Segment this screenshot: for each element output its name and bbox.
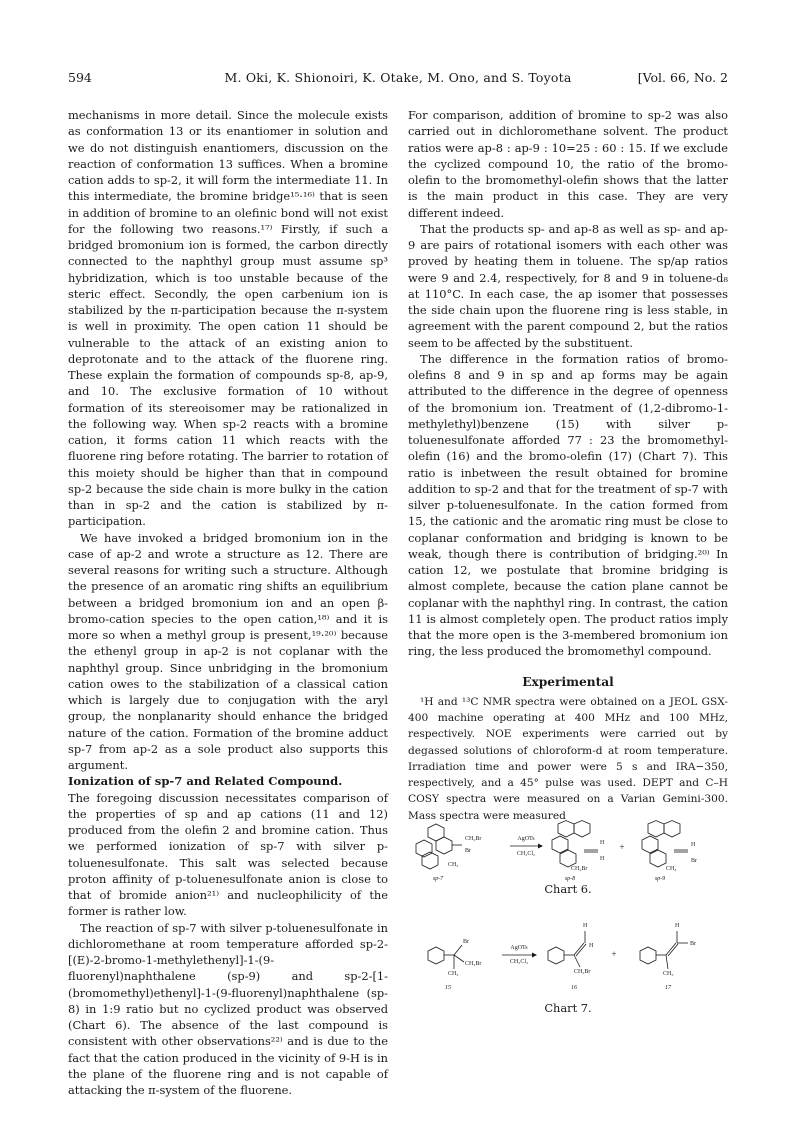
chart-7-caption: Chart 7. — [544, 1001, 592, 1015]
running-authors: M. Oki, K. Shionoiri, K. Otake, M. Ono, and S. Toyota — [224, 70, 572, 85]
chart7-ch3: CH₃ — [448, 971, 459, 977]
chart6-reagent: AgOTs — [517, 836, 535, 842]
chart7-h: H — [589, 943, 594, 949]
compound-label-15: 15 — [445, 985, 451, 991]
chart-7-scheme — [408, 915, 728, 1001]
paragraph: mechanisms in more detail. Since the molecule exists as conformation 13 or its enantiomer in solution and we do not distinguish enantiomers, discussion on the reaction of conformation 13 suffices. When a bromine cation adds to sp-2, it will form the intermediate 11. In this intermediate, the bromine bridge¹⁵·¹⁶⁾ that is seen in addition of bromine to an olefinic bond will not exist for the following two reasons.¹⁷⁾ Firstly, if such a bridged bromonium ion is formed, the carbon directly connected to the naphthyl group must assume sp³ hybridization, which is too unstable because of the steric effect. Secondly, the open carbenium ion is stabilized by the π-participation because the π-system is well in proximity. The open cation 11 should be vulnerable to the attack of an existing anion to deprotonate and to the attack of the fluorene ring. These explain the formation of compounds sp-8, ap-9, and 10. The exclusive formation of 10 without formation of its stereoisomer may be rationalized in the following way. When sp-2 reacts with a bromine cation, it forms cation 11 which reacts with the fluorene ring before rotating. The barrier to rotation of this moiety should be higher than that in compound sp-2 because the side chain is more bulky in the cation than in sp-2 and the cation is stabilized by π-participation. — [68, 108, 388, 529]
compound-label-sp7: sp-7 — [432, 876, 444, 882]
compound-label-sp8: sp-8 — [564, 876, 576, 882]
left-column — [68, 107, 388, 1098]
experimental-heading: Experimental — [522, 674, 614, 689]
compound-label-16: 16 — [571, 985, 577, 991]
journal-volume: [Vol. 66, No. 2 — [637, 70, 728, 85]
running-header — [68, 70, 728, 90]
chart6-ch3: CH₃ — [666, 866, 677, 872]
chart-6-caption: Chart 6. — [544, 882, 592, 896]
compound-label-sp9: sp-9 — [654, 876, 666, 882]
compound-16-drawing — [548, 931, 586, 967]
chart7-h: H — [583, 923, 588, 929]
chart7-solvent: CH₂Cl₂ — [509, 959, 529, 965]
experimental-paragraph: ¹H and ¹³C NMR spectra were obtained on a JEOL GSX-400 machine operating at 400 MHz and 100 MHz, respectively. NOE experiments were carried out by degassed solutions of chloroform-d at room temperature. Irradiation time and power were 5 s and IRA−350, respectively, and a 45° pulse was used. DEPT and C–H COSY spectra were measured on a Varian Gemini-300. Mass spectra were measured — [408, 695, 728, 822]
compound-sp9-drawing — [642, 821, 688, 868]
paragraph: For comparison, addition of bromine to sp-2 was also carried out in dichloromethane solvent. The product ratios were ap-8 : ap-9 : 10=25 : 60 : 15. If we exclude the cyclized compound 10, the ratio of the bromo-olefin to the bromomethyl-olefin shows that the latter is the main product in this case. They are very different indeed. — [408, 108, 728, 220]
chart7-br: Br — [690, 941, 696, 947]
chart7-h: H — [675, 923, 680, 929]
right-column — [408, 107, 728, 824]
compound-15-drawing — [428, 945, 464, 969]
chart6-h: H — [600, 856, 605, 862]
compound-label-17: 17 — [665, 985, 671, 991]
chart7-br: Br — [463, 939, 469, 945]
chart7-ch2br: CH₂Br — [574, 969, 591, 975]
chart6-solvent: CH₂Cl₂ — [516, 851, 536, 857]
chart6-h: H — [691, 842, 696, 848]
chart6-h: H — [600, 840, 605, 846]
compound-sp8-drawing — [552, 821, 598, 868]
chart7-ch3: CH₃ — [663, 971, 674, 977]
chart7-reagent: AgOTs — [510, 945, 528, 951]
plus-sign: + — [619, 842, 625, 852]
chart-6-scheme — [408, 820, 728, 882]
paragraph: That the products sp- and ap-8 as well as sp- and ap-9 are pairs of rotational isomers with each other was proved by heating them in toluene. The sp/ap ratios were 9 and 2.4, respectively, for 8 and 9 in toluene-d₈ at 110°C. In each case, the ap isomer that possesses the side chain upon the fluorene ring is less stable, in agreement with the parent compound 2, but the ratios seem to be affected by the substituent. — [408, 221, 728, 350]
chart7-ch2br: CH₂Br — [465, 961, 482, 967]
chart6-ch2br: CH₂Br — [465, 836, 482, 842]
chart6-br: Br — [691, 858, 697, 864]
chart-6 — [408, 820, 728, 896]
paragraph: The foregoing discussion necessitates comparison of the properties of sp and ap cations (11 and 12) produced from the olefin 2 and bromine cation. Thus we performed ionization of sp-7 with silver p-toluenesulfonate. This salt was selected because proton affinity of p-toluenesulfonate anion is close to that of bromide anion²¹⁾ and nucleophilicity of the former is rather low. — [68, 790, 388, 919]
paragraph: The reaction of sp-7 with silver p-toluenesulfonate in dichloromethane at room temperature afforded sp-2-[(E)-2-bromo-1-methylethenyl]-1-(9-fluorenyl)naphthalene (sp-9) and sp-2-[1-(bromomethyl)ethenyl]-1-(9-fluorenyl)naphthalene (sp-8) in 1:9 ratio but no cyclized product was observed (Chart 6). The absence of the last compound is consistent with other observations²²⁾ and is due to the fact that the cation produced in the vicinity of 9-H is in the plane of the fluorene ring and is not capable of attacking the π-system of the fluorene. — [68, 920, 388, 1097]
chart6-ch3: CH₃ — [448, 862, 459, 868]
chart6-br: Br — [465, 848, 471, 854]
section-heading: Ionization of sp-7 and Related Compound. — [68, 774, 343, 789]
compound-17-drawing — [640, 931, 688, 969]
plus-sign: + — [611, 949, 617, 959]
page-number: 594 — [68, 70, 92, 85]
paragraph: The difference in the formation ratios of bromo-olefins 8 and 9 in sp and ap forms may be again attributed to the difference in the degree of openness of the bromonium ion. Treatment of (1,2-dibromo-1-methylethyl)benzene (15) with silver p-toluenesulfonate afforded 77 : 23 the bromomethyl-olefin (16) and the bromo-olefin (17) (Chart 7). This ratio is inbetween the result obtained for bromine addition to sp-2 and that for the treatment of sp-7 with silver p-toluenesulfonate. In the cation formed from 15, the cationic and the aromatic ring must be close to coplanar conformation and bridging is known to be weak, though there is contribution of bridging.²⁰⁾ In cation 12, we postulate that bromine bridging is almost complete, because the cation plane cannot be coplanar with the naphthyl ring. In contrast, the cation 11 is almost completely open. The product ratios imply that the more open is the 3-membered bromonium ion ring, the less produced the bromomethyl compound. — [408, 351, 728, 659]
paragraph: We have invoked a bridged bromonium ion in the case of ap-2 and wrote a structure as 12. There are several reasons for writing such a structure. Although the presence of an aromatic ring shifts an equilibrium between a bridged bromonium ion and an open β-bromo-cation species to the open cation,¹⁸⁾ and it is more so when a methyl group is present,¹⁹·²⁰⁾ because the ethenyl group in ap-2 is not coplanar with the naphthyl group. Since unbridging in the bromonium cation owes to the stabilization of a classical cation which is largely due to conjugation with the aryl group, the nonplanarity should enhance the bridged nature of the cation. Formation of the bromine adduct sp-7 from ap-2 as a sole product also supports this argument. — [68, 530, 388, 772]
chart6-ch2br: CH₂Br — [571, 866, 588, 872]
chart-7 — [408, 915, 728, 1015]
